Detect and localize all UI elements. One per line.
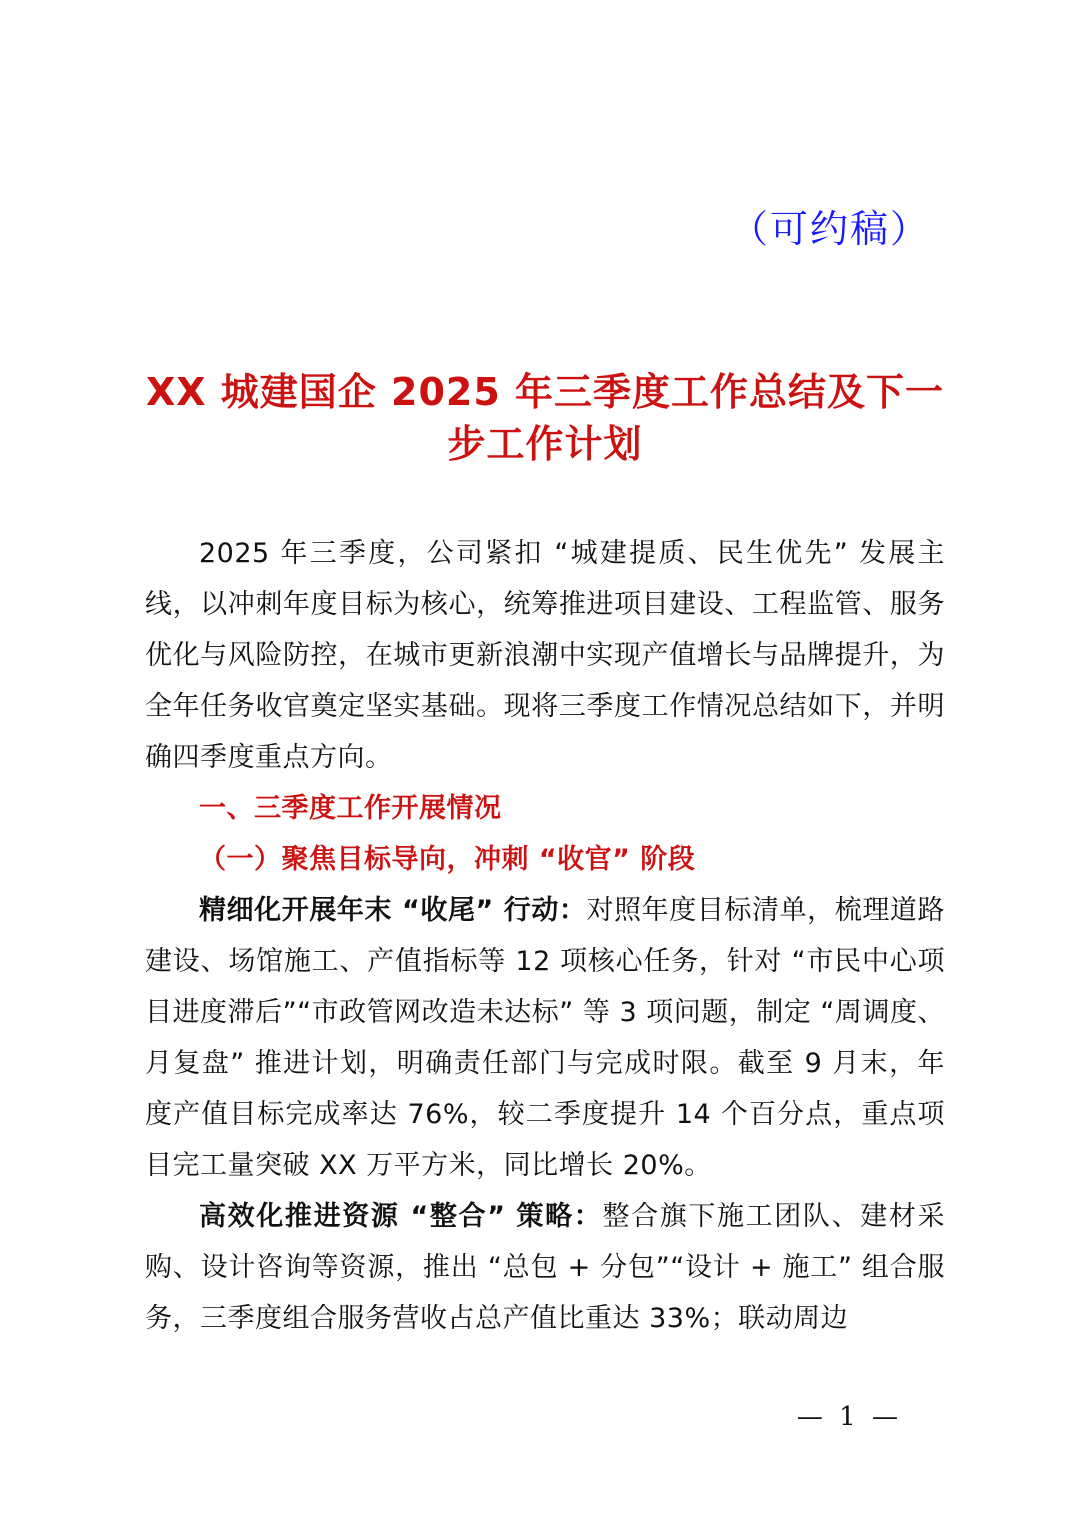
paragraph-2-body: 整合旗下施工团队、建材采购、设计咨询等资源，推出 “总包 + 分包”“设计 + 施工” 组合服务，三季度组合服务营收占总产值比重达 33%；联动周边 xyxy=(145,1201,946,1334)
paragraph-1-lead: 精细化开展年末 “收尾” 行动： xyxy=(199,895,587,926)
document-body xyxy=(145,528,945,1344)
paragraph-2 xyxy=(145,1191,945,1344)
section-heading-1: 一、三季度工作开展情况 xyxy=(199,793,502,824)
paragraph-2-lead: 高效化推进资源 “整合” 策略： xyxy=(199,1201,603,1232)
intro-paragraph: 2025 年三季度，公司紧扣 “城建提质、民生优先” 发展主线，以冲刺年度目标为核心，统筹推进项目建设、工程监管、服务优化与风险防控，在城市更新浪潮中实现产值增长与品牌提升，为全年任务收官奠定坚实基础。现将三季度工作情况总结如下，并明确四季度重点方向。 xyxy=(145,538,945,773)
page-number: — 1 — xyxy=(796,1402,902,1432)
paragraph-1 xyxy=(145,885,945,1191)
subsection-heading-1: （一）聚焦目标导向，冲刺 “收官” 阶段 xyxy=(199,844,696,875)
title-line-1: XX 城建国企 2025 年三季度工作总结及下一 xyxy=(145,370,945,414)
draft-tag: （可约稿） xyxy=(729,207,930,251)
paragraph-1-body: 对照年度目标清单，梳理道路建设、场馆施工、产值指标等 12 项核心任务，针对 “市民中心项目进度滞后”“市政管网改造未达标” 等 3 项问题，制定 “周调度、月复盘” 推进计划，明确责任部门与完成时限。截至 9 月末，年度产值目标完成率达 76%，较二季度提升 14 个百分点，重点项目完工量突破 XX 万平方米，同比增长 20%。 xyxy=(145,895,945,1181)
title-line-2: 步工作计划 xyxy=(447,422,643,466)
document-title xyxy=(140,366,950,470)
